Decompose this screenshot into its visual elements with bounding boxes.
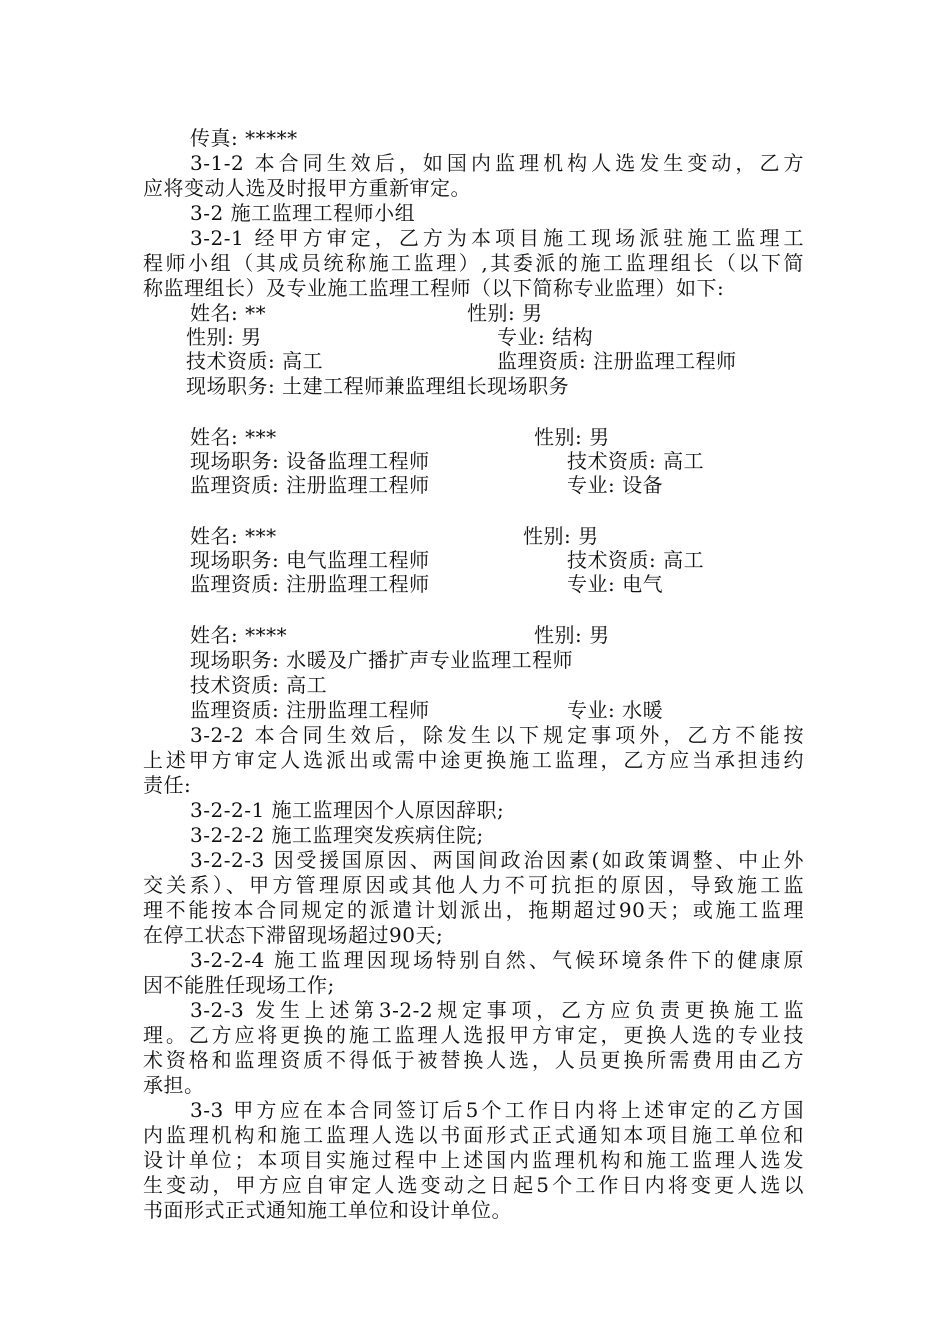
section-heading-3-2: 3-2 施工监理工程师小组 bbox=[190, 201, 416, 225]
fax-line: 传真: ***** bbox=[190, 126, 298, 150]
clause-3-2-2-3-line2: 交关系）、甲方管理原因或其他人力不可抗拒的原因，导致施工监 bbox=[143, 873, 804, 897]
staff-2-gender: 性别: 男 bbox=[534, 425, 610, 449]
clause-3-2-2-line1: 3-2-2 本合同生效后，除发生以下规定事项外，乙方不能按 bbox=[190, 723, 804, 747]
staff-3-major: 专业: 电气 bbox=[567, 572, 664, 596]
clause-3-2-1-line1: 3-2-1 经甲方审定，乙方为本项目施工现场派驻施工监理工 bbox=[190, 226, 804, 250]
staff-3-name: 姓名: *** bbox=[190, 524, 277, 548]
clause-3-2-2-4-line2: 因不能胜任现场工作; bbox=[143, 973, 335, 997]
clause-3-2-2-1: 3-2-2-1 施工监理因个人原因辞职; bbox=[190, 798, 505, 822]
clause-3-3-line4: 生变动，甲方应自审定人选变动之日起5个工作日内将变更人选以 bbox=[143, 1173, 804, 1197]
clause-3-2-3-line4: 承担。 bbox=[143, 1073, 205, 1097]
clause-3-3-line1: 3-3 甲方应在本合同签订后5个工作日内将上述审定的乙方国 bbox=[190, 1098, 804, 1122]
clause-3-2-2-2: 3-2-2-2 施工监理突发疾病住院; bbox=[190, 823, 484, 847]
clause-3-2-2-4-line1: 3-2-2-4 施工监理因现场特别自然、气候环境条件下的健康原 bbox=[190, 948, 804, 972]
clause-3-3-line2: 内监理机构和施工监理人选以书面形式正式通知本项目施工单位和 bbox=[143, 1123, 804, 1147]
clause-3-2-3-line2: 理。乙方应将更换的施工监理人选报甲方审定，更换人选的专业技 bbox=[143, 1023, 804, 1047]
staff-2-name: 姓名: *** bbox=[190, 425, 277, 449]
staff-1-gender-repeat: 性别: 男 bbox=[186, 325, 262, 349]
staff-3-role: 现场职务: 电气监理工程师 bbox=[190, 548, 430, 572]
clause-3-2-2-line3: 责任: bbox=[143, 773, 192, 797]
staff-1-role: 现场职务: 土建工程师兼监理组长现场职务 bbox=[186, 374, 570, 398]
staff-4-qualification: 监理资质: 注册监理工程师 bbox=[190, 698, 430, 722]
staff-4-name: 姓名: **** bbox=[190, 623, 288, 647]
clause-3-2-3-line1: 3-2-3 发生上述第3-2-2规定事项，乙方应负责更换施工监 bbox=[190, 998, 804, 1022]
staff-2-tech: 技术资质: 高工 bbox=[567, 449, 705, 473]
clause-3-3-line3: 设计单位；本项目实施过程中上述国内监理机构和施工监理人选发 bbox=[143, 1148, 804, 1172]
clause-3-1-2-line2: 应将变动人选及时报甲方重新审定。 bbox=[143, 176, 471, 200]
staff-1-tech: 技术资质: 高工 bbox=[186, 349, 324, 373]
staff-3-qualification: 监理资质: 注册监理工程师 bbox=[190, 572, 430, 596]
staff-3-tech: 技术资质: 高工 bbox=[567, 548, 705, 572]
staff-4-tech: 技术资质: 高工 bbox=[190, 673, 328, 697]
clause-3-2-2-3-line1: 3-2-2-3 因受援国原因、两国间政治因素(如政策调整、中止外 bbox=[190, 848, 804, 872]
staff-2-major: 专业: 设备 bbox=[567, 473, 664, 497]
clause-3-2-1-line2: 程师小组（其成员统称施工监理）,其委派的施工监理组长（以下简 bbox=[143, 251, 804, 275]
staff-3-gender: 性别: 男 bbox=[523, 524, 599, 548]
staff-1-gender: 性别: 男 bbox=[467, 301, 543, 325]
staff-1-name: 姓名: ** bbox=[190, 301, 267, 325]
clause-3-1-2-line1: 3-1-2 本合同生效后，如国内监理机构人选发生变动，乙方 bbox=[190, 151, 804, 175]
staff-4-gender: 性别: 男 bbox=[534, 623, 610, 647]
clause-3-2-1-line3: 称监理组长）及专业施工监理工程师（以下简称专业监理）如下: bbox=[143, 276, 725, 300]
clause-3-2-2-3-line3: 理不能按本合同规定的派遣计划派出，拖期超过90天；或施工监理 bbox=[143, 898, 804, 922]
staff-1-major: 专业: 结构 bbox=[497, 325, 594, 349]
clause-3-2-3-line3: 术资格和监理资质不得低于被替换人选，人员更换所需费用由乙方 bbox=[143, 1048, 804, 1072]
staff-2-qualification: 监理资质: 注册监理工程师 bbox=[190, 473, 430, 497]
staff-1-qualification: 监理资质: 注册监理工程师 bbox=[497, 349, 737, 373]
staff-4-major: 专业: 水暖 bbox=[567, 698, 664, 722]
clause-3-2-2-line2: 上述甲方审定人选派出或需中途更换施工监理，乙方应当承担违约 bbox=[143, 748, 804, 772]
staff-2-role: 现场职务: 设备监理工程师 bbox=[190, 449, 430, 473]
staff-4-role: 现场职务: 水暖及广播扩声专业监理工程师 bbox=[190, 648, 574, 672]
clause-3-2-2-3-line4: 在停工状态下滞留现场超过90天; bbox=[143, 923, 444, 947]
clause-3-3-line5: 书面形式正式通知施工单位和设计单位。 bbox=[143, 1198, 512, 1222]
